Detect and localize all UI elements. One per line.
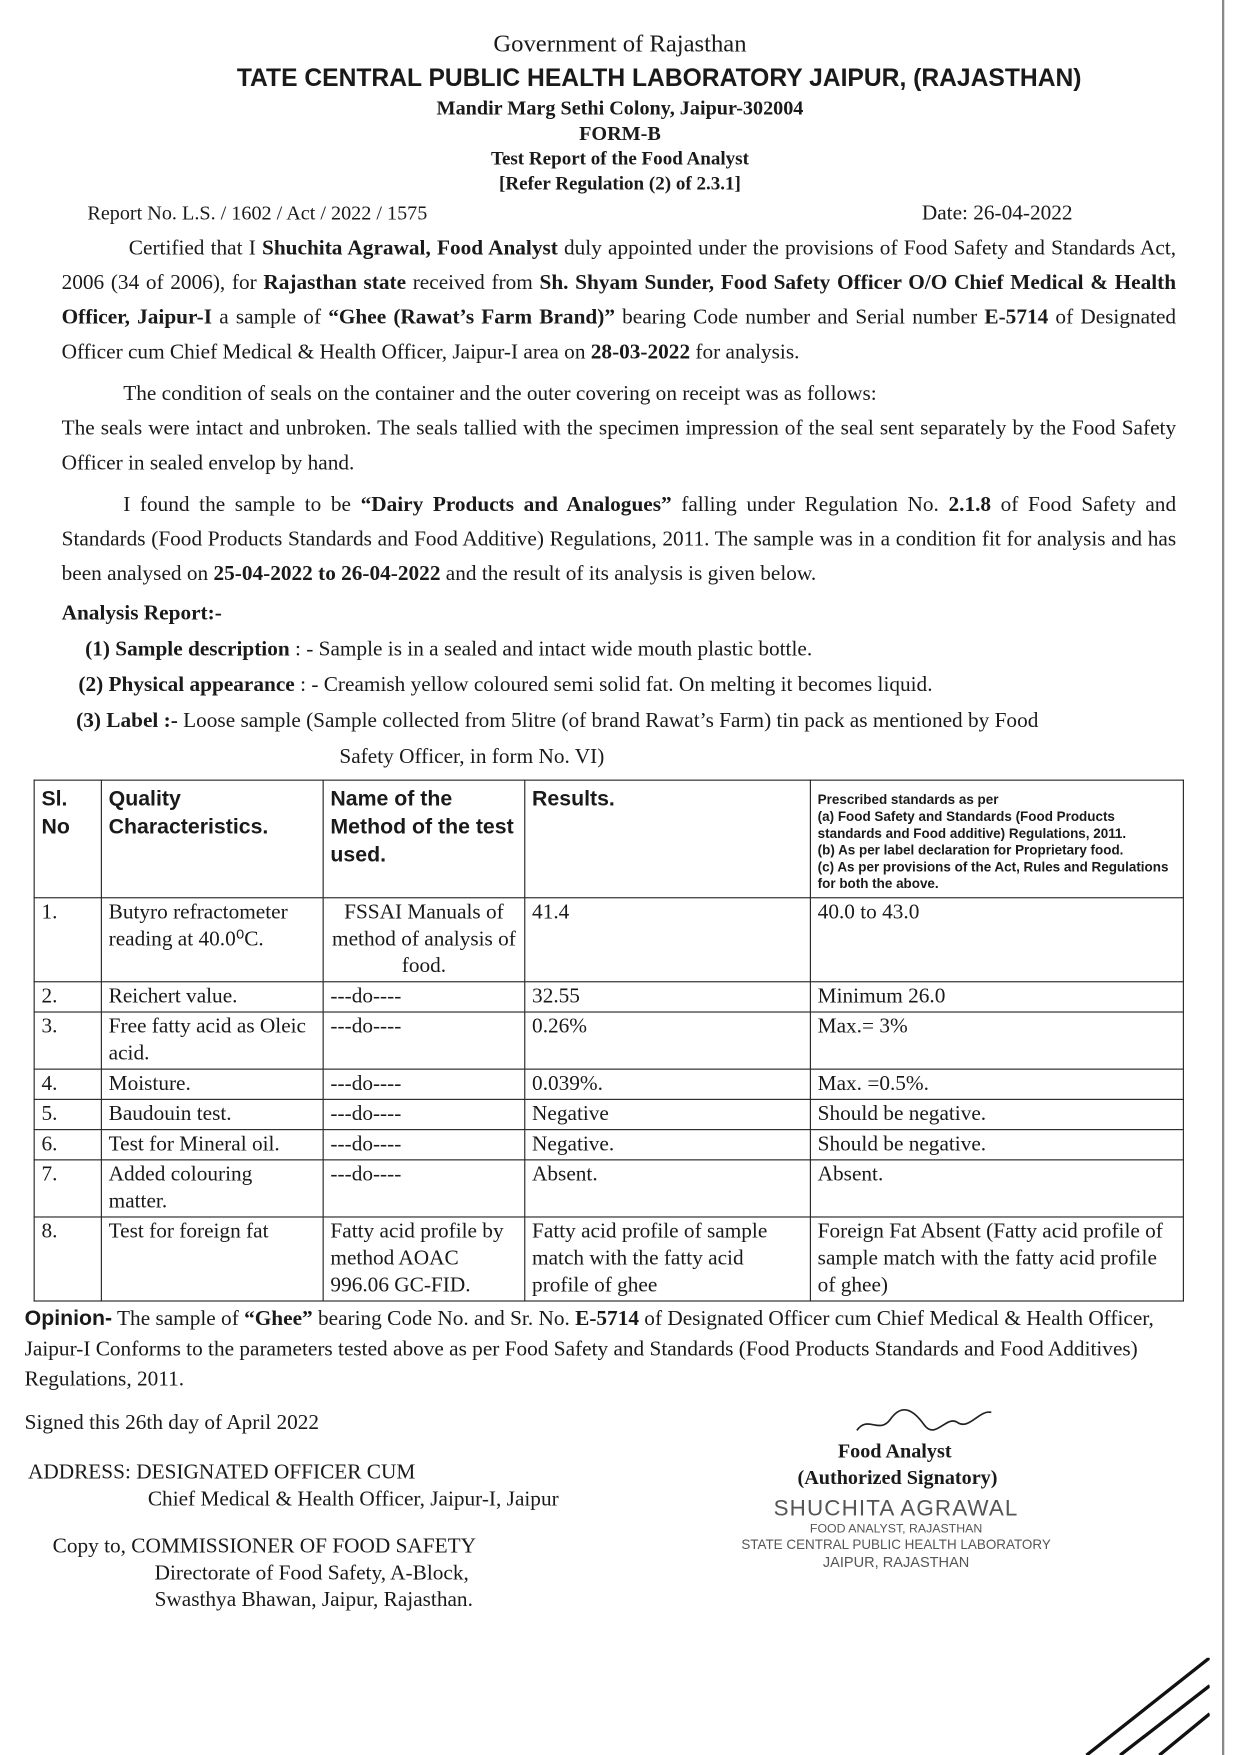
- table-row: [34, 982, 1183, 1012]
- standard: Foreign Fat Absent (Fatty acid profile of sample match with the fatty acid profile of ghee): [810, 1217, 1183, 1301]
- standard: Max.= 3%: [810, 1012, 1183, 1069]
- signature-icon: [851, 1403, 997, 1437]
- method: ---do----: [323, 1099, 525, 1129]
- result: Absent.: [525, 1160, 811, 1217]
- characteristic: Moisture.: [101, 1069, 323, 1099]
- sl-no: 2.: [34, 982, 101, 1012]
- opinion-label: Opinion-: [24, 1307, 113, 1331]
- official-stamp: [728, 1495, 1064, 1570]
- header-quality: Quality Characteristics.: [101, 780, 323, 898]
- analyst-name: Shuchita Agrawal, Food Analyst: [261, 236, 558, 260]
- text: I found the sample to be: [123, 492, 361, 517]
- method: ---do----: [323, 1160, 525, 1217]
- sl-no: 7.: [34, 1160, 101, 1217]
- copy-to-line-1: Copy to, COMMISSIONER OF FOOD SAFETY: [52, 1534, 476, 1559]
- signed-date: Signed this 26th day of April 2022: [24, 1411, 320, 1435]
- table-row: [34, 898, 1183, 982]
- address-line-1: ADDRESS: DESIGNATED OFFICER CUM: [28, 1460, 416, 1485]
- characteristic: Added colouring matter.: [101, 1160, 323, 1217]
- seal-condition-intro: The condition of seals on the container and the outer covering on receipt was as follows:: [123, 381, 877, 406]
- text: Certified that I: [128, 236, 262, 260]
- result: 41.4: [525, 898, 811, 982]
- seal-condition: The seals were intact and unbroken. The seals tallied with the specimen impression of the seal sent separately by the Food Safety Officer in sealed envelop by hand.: [61, 416, 1177, 475]
- value: Loose sample (Sample collected from 5litre (of brand Rawat’s Farm) tin pack as mentioned by Food: [177, 709, 1039, 733]
- sl-no: 6.: [34, 1130, 101, 1160]
- sample-name: “Ghee”: [244, 1307, 313, 1331]
- result: 32.55: [525, 982, 811, 1012]
- text: of Food Safety and Standards (Food Products Standards and Food Additive) Regulations, 2011. The sample was in a condition fit for analysis and has been analysed on: [61, 492, 1177, 586]
- certification-paragraph: [62, 231, 1176, 370]
- text: duly appointed under the provisions of Food Safety and Standards Act, 2006 (34 of 2006), for: [61, 236, 1177, 295]
- method: ---do----: [323, 1012, 525, 1069]
- header-sl-no: Sl. No: [34, 780, 101, 898]
- analysis-heading: Analysis Report:-: [61, 601, 222, 626]
- sl-no: 4.: [34, 1069, 101, 1099]
- table-row: [34, 1130, 1183, 1160]
- category: “Dairy Products and Analogues”: [360, 492, 672, 517]
- scan-edge: [1222, 0, 1240, 1755]
- label: (3) Label :-: [76, 709, 178, 733]
- method: ---do----: [323, 1130, 525, 1160]
- regulation-number: 2.1.8: [948, 492, 992, 517]
- form-title: FORM-B: [579, 122, 661, 145]
- scan-artifact-icon: [1075, 1658, 1209, 1755]
- text: for analysis.: [690, 340, 800, 365]
- sample-description: [85, 632, 1240, 668]
- table-header-row: [34, 780, 1183, 898]
- header-standards: [810, 780, 1183, 898]
- lab-address: Mandir Marg Sethi Colony, Jaipur-302004: [436, 96, 804, 119]
- label: (2) Physical appearance: [78, 673, 295, 697]
- regulation-ref: [Refer Regulation (2) of 2.3.1]: [499, 172, 741, 194]
- text: bearing Code number and Serial number: [614, 305, 985, 330]
- table-row: [34, 1099, 1183, 1129]
- stamp-name: SHUCHITA AGRAWAL: [773, 1496, 1019, 1522]
- sample-date: 28-03-2022: [590, 340, 691, 365]
- text: falling under Regulation No.: [671, 492, 949, 517]
- text: (c) As per provisions of the Act, Rules and Regulations for both the above.: [817, 859, 1169, 892]
- method: FSSAI Manuals of method of analysis of food.: [323, 898, 525, 982]
- text: of Designated Officer cum Chief Medical & Health Officer, Jaipur-I area on: [61, 305, 1177, 365]
- text: and the result of its analysis is given below.: [440, 562, 817, 586]
- physical-appearance: [78, 668, 1240, 704]
- standard: Absent.: [810, 1160, 1183, 1217]
- value: : - Sample is in a sealed and intact wide mouth plastic bottle.: [289, 637, 813, 661]
- result: Negative.: [525, 1130, 811, 1160]
- stamp-lab: STATE CENTRAL PUBLIC HEALTH LABORATORY: [741, 1536, 1051, 1553]
- result: Fatty acid profile of sample match with the fatty acid profile of ghee: [525, 1217, 811, 1301]
- standard: Minimum 26.0: [810, 982, 1183, 1012]
- officer-name: Sh. Shyam Sunder, Food Safety Officer O/O Chief Medical & Health Officer, Jaipur-I: [61, 271, 1177, 330]
- characteristic: Baudouin test.: [101, 1099, 323, 1129]
- signatory-subtitle: (Authorized Signatory): [797, 1466, 998, 1489]
- sl-no: 1.: [34, 898, 101, 982]
- stamp-city: JAIPUR, RAJASTHAN: [822, 1553, 970, 1570]
- label: (1) Sample description: [85, 637, 290, 661]
- signature-section: [0, 1410, 1240, 1634]
- state: Rajasthan state: [263, 271, 407, 295]
- header-method: Name of the Method of the test used.: [323, 780, 525, 898]
- copy-to-line-3: Swasthya Bhawan, Jaipur, Rajasthan.: [154, 1588, 473, 1612]
- method: ---do----: [323, 982, 525, 1012]
- text: received from: [406, 271, 540, 295]
- signatory-title: Food Analyst: [837, 1439, 952, 1462]
- table-row: [34, 1217, 1183, 1301]
- label-info: [76, 703, 1240, 739]
- serial-number: E-5714: [984, 305, 1049, 330]
- standard: Should be negative.: [810, 1099, 1183, 1129]
- analysis-table: [34, 780, 1184, 1302]
- report-subtitle: Test Report of the Food Analyst: [490, 147, 749, 170]
- value: : - Creamish yellow coloured semi solid fat. On melting it becomes liquid.: [294, 673, 933, 697]
- analysis-dates: 25-04-2022 to 26-04-2022: [213, 562, 441, 586]
- sl-no: 8.: [34, 1217, 101, 1301]
- characteristic: Reichert value.: [101, 982, 323, 1012]
- text: (b) As per label declaration for Proprietary food.: [817, 842, 1124, 858]
- report-date: Date: 26-04-2022: [921, 201, 1073, 226]
- result: Negative: [525, 1099, 811, 1129]
- sl-no: 5.: [34, 1099, 101, 1129]
- lab-title: TATE CENTRAL PUBLIC HEALTH LABORATORY JAIPUR, (RAJASTHAN): [236, 63, 1082, 92]
- header-results: Results.: [525, 780, 811, 898]
- standard: Should be negative.: [810, 1130, 1183, 1160]
- government-title: Government of Rajasthan: [493, 29, 747, 58]
- table-row: [34, 1012, 1183, 1069]
- method: Fatty acid profile by method AOAC 996.06 GC-FID.: [323, 1217, 525, 1301]
- characteristic: Test for foreign fat: [101, 1217, 323, 1301]
- text: (a) Food Safety and Standards (Food Products standards and Food additive) Regulations, 2011.: [817, 808, 1127, 842]
- result: 0.26%: [525, 1012, 811, 1069]
- stamp-designation: FOOD ANALYST, RAJASTHAN: [809, 1522, 983, 1536]
- report-number: Report No. L.S. / 1602 / Act / 2022 / 1575: [87, 201, 428, 225]
- sample-name: “Ghee (Rawat’s Farm Brand)”: [328, 305, 615, 330]
- characteristic: Butyro refractometer reading at 40.0⁰C.: [101, 898, 323, 982]
- text: of Designated Officer cum Chief Medical & Health Officer, Jaipur-I Conforms to the parameters tested above as per Food Safety and Standards (Food Products Standards and Food Additives) Regulations, 2011.: [24, 1307, 1154, 1392]
- table-row: [34, 1160, 1183, 1217]
- copy-to-line-2: Directorate of Food Safety, A-Block,: [154, 1561, 469, 1585]
- method: ---do----: [323, 1069, 525, 1099]
- label-info-continued: Safety Officer, in form No. VI): [339, 744, 605, 769]
- report-body: [0, 231, 1240, 1634]
- text: The sample of: [112, 1307, 245, 1331]
- text: bearing Code No. and Sr. No.: [312, 1307, 576, 1331]
- standard: Max. =0.5%.: [810, 1069, 1183, 1099]
- opinion-paragraph: [25, 1304, 1156, 1395]
- standard: 40.0 to 43.0: [810, 898, 1183, 982]
- serial-number: E-5714: [575, 1307, 639, 1331]
- sl-no: 3.: [34, 1012, 101, 1069]
- result: 0.039%.: [525, 1069, 811, 1099]
- address-line-2: Chief Medical & Health Officer, Jaipur-I, Jaipur: [147, 1487, 559, 1512]
- text: a sample of: [212, 305, 329, 330]
- text: Prescribed standards as per: [817, 791, 999, 808]
- characteristic: Test for Mineral oil.: [101, 1130, 323, 1160]
- table-row: [34, 1069, 1183, 1099]
- classification-paragraph: [62, 487, 1176, 591]
- characteristic: Free fatty acid as Oleic acid.: [101, 1012, 323, 1069]
